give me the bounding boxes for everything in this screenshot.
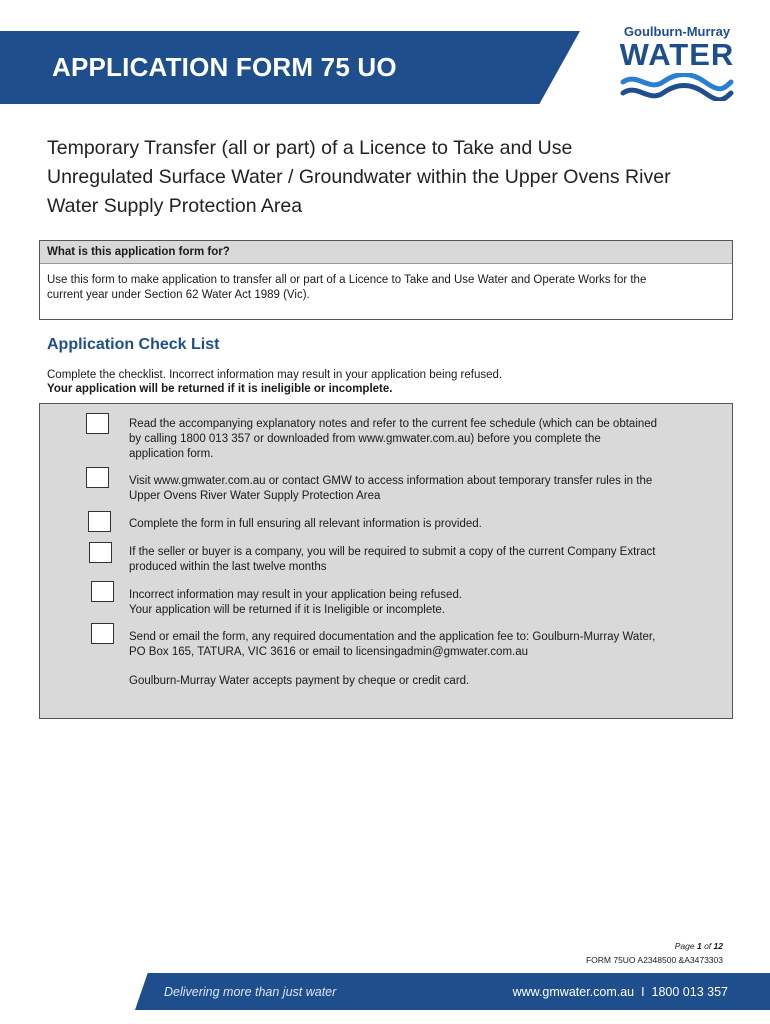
page-label: Page xyxy=(674,941,695,951)
checklist-item-line: If the seller or buyer is a company, you will be required to submit a copy of the current Company Extract xyxy=(129,546,656,558)
checklist-checkbox-6[interactable] xyxy=(91,623,114,644)
checklist-item-line: Visit www.gmwater.com.au or contact GMW to access information about temporary transfer rules in the xyxy=(129,475,653,487)
checklist-intro-line: Complete the checklist. Incorrect information may result in your application being refused. xyxy=(47,369,503,381)
page-of: of xyxy=(704,941,712,951)
checklist-checkbox-2[interactable] xyxy=(86,467,109,488)
checklist-item-line: PO Box 165, TATURA, VIC 3616 or email to licensingadmin@gmwater.com.au xyxy=(129,646,529,658)
footer-separator: I xyxy=(641,985,645,999)
purpose-heading: What is this application form for? xyxy=(40,241,732,264)
subtitle-line: Unregulated Surface Water / Groundwater within the Upper Ovens River xyxy=(47,166,671,188)
checklist-item-line: Incorrect information may result in your application being refused. xyxy=(129,589,463,601)
page-number xyxy=(500,941,723,951)
wave-icon xyxy=(619,73,735,101)
page-total: 12 xyxy=(713,941,723,951)
footer-tagline: Delivering more than just water xyxy=(164,985,337,999)
purpose-line: Use this form to make application to transfer all or part of a Licence to Take and Use Water and Operate Works for the xyxy=(47,274,647,286)
logo-main-text: WATER xyxy=(619,37,735,72)
form-subtitle xyxy=(47,134,737,221)
checklist-intro xyxy=(47,368,502,396)
purpose-body xyxy=(40,264,732,303)
payment-note xyxy=(129,674,469,689)
checklist-item-line: Upper Ovens River Water Supply Protection Area xyxy=(129,490,381,502)
checklist-checkbox-4[interactable] xyxy=(89,542,112,563)
payment-note-text: Goulburn-Murray Water accepts payment by cheque or credit card. xyxy=(129,675,470,687)
checklist-item-line: produced within the last twelve months xyxy=(129,561,327,573)
checklist-item-line: Your application will be returned if it is Ineligible or incomplete. xyxy=(129,604,445,616)
checklist-checkbox-5[interactable] xyxy=(91,581,114,602)
subtitle-line: Water Supply Protection Area xyxy=(47,195,303,217)
checklist-item-6 xyxy=(129,630,655,660)
checklist-item-1 xyxy=(129,417,657,462)
subtitle-line: Temporary Transfer (all or part) of a Licence to Take and Use xyxy=(47,137,573,159)
page-current: 1 xyxy=(696,941,702,951)
checklist-heading: Application Check List xyxy=(47,336,220,353)
footer-phone: 1800 013 357 xyxy=(651,985,728,999)
footer-contact xyxy=(513,985,728,999)
checklist-item-2 xyxy=(129,474,652,504)
checklist-item-5 xyxy=(129,588,462,618)
checklist-item-line: Send or email the form, any required documentation and the application fee to: Goulburn-Murray Water, xyxy=(129,631,656,643)
purpose-box xyxy=(39,240,733,320)
checklist-item-line: Read the accompanying explanatory notes and refer to the current fee schedule (which can be obtained xyxy=(129,418,658,430)
checklist-panel xyxy=(39,403,733,719)
checklist-item-line: Complete the form in full ensuring all relevant information is provided. xyxy=(129,518,482,530)
checklist-item-line: application form. xyxy=(129,448,214,460)
footer-website-link[interactable]: www.gmwater.com.au xyxy=(512,985,635,999)
checklist-warning: Your application will be returned if it is ineligible or incomplete. xyxy=(47,383,393,395)
checklist-item-4 xyxy=(129,545,655,575)
form-title: APPLICATION FORM 75 UO xyxy=(52,52,397,82)
form-reference: FORM 75UO A2348500 &A3473303 xyxy=(585,955,723,965)
purpose-line: current year under Section 62 Water Act 1989 (Vic). xyxy=(47,289,310,301)
checklist-checkbox-1[interactable] xyxy=(86,413,109,434)
gmw-logo xyxy=(612,24,742,101)
checklist-checkbox-3[interactable] xyxy=(88,511,111,532)
checklist-item-3 xyxy=(129,517,482,532)
checklist-item-line: by calling 1800 013 357 or downloaded from www.gmwater.com.au) before you complete the xyxy=(129,433,601,445)
logo-top-text: Goulburn-Murray xyxy=(623,24,731,39)
